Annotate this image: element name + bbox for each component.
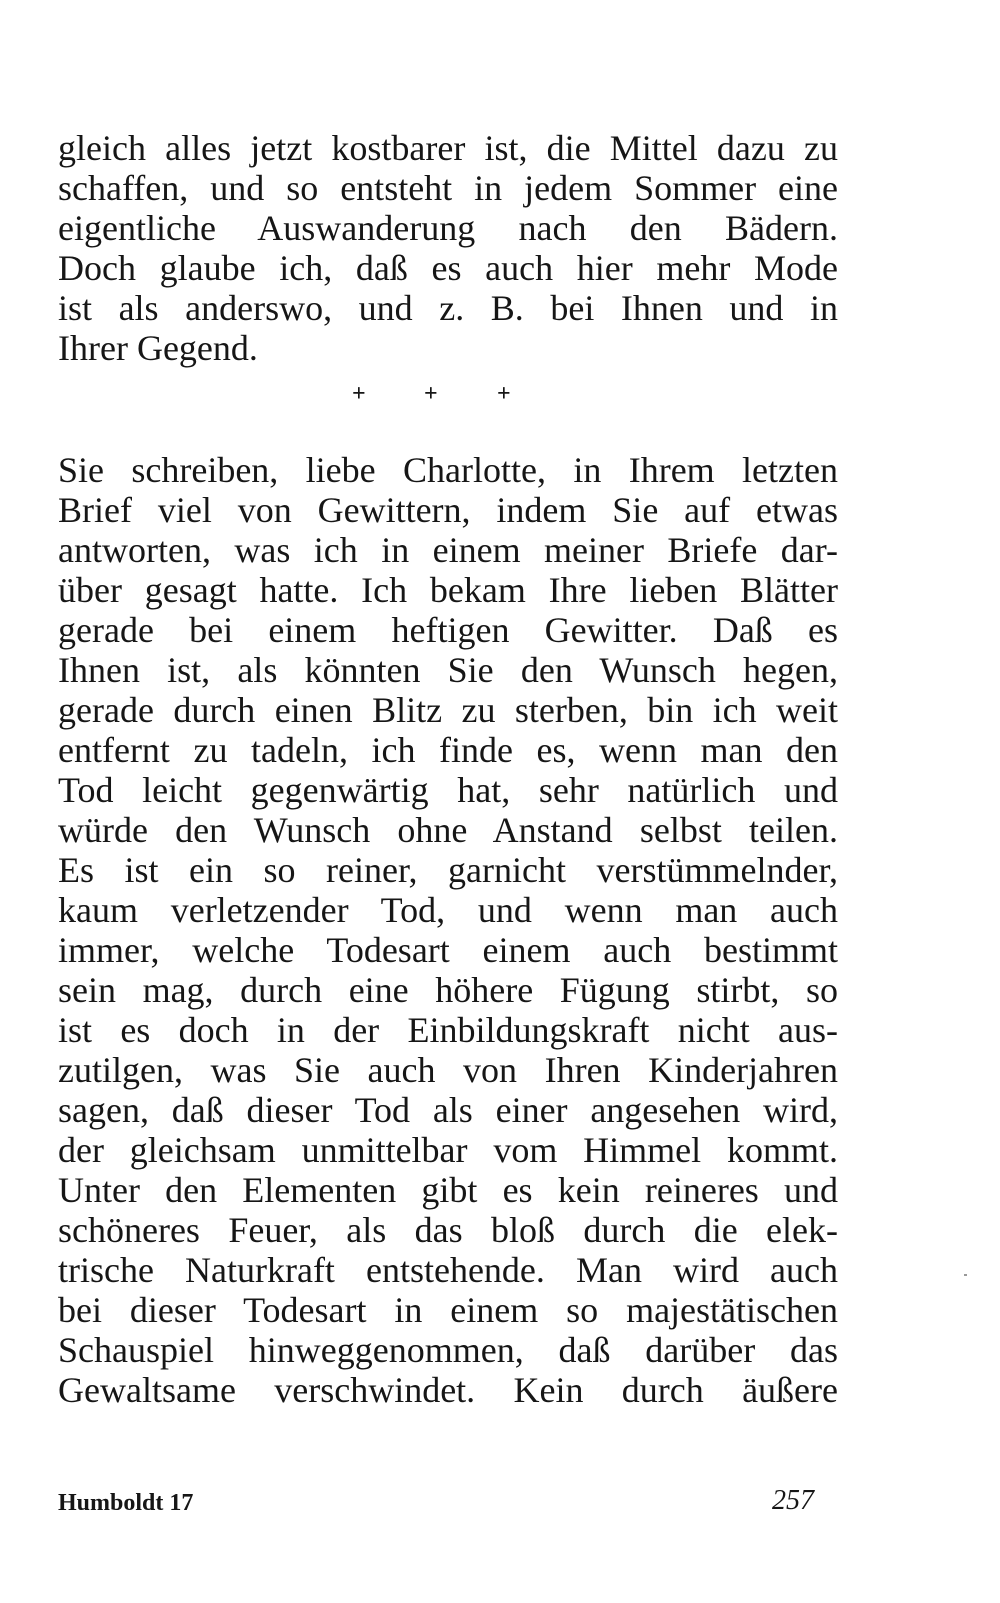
separator-mark: + (424, 381, 438, 407)
scan-speck (964, 1274, 967, 1276)
text-line: antworten, was ich in einem meiner Briefe dar- (58, 530, 838, 570)
text-line: schaffen, und so entsteht in jedem Sommer eine (58, 168, 838, 208)
text-line: Ihnen ist, als könnten Sie den Wunsch hegen, (58, 650, 838, 690)
text-line: Schauspiel hinweggenommen, daß darüber das (58, 1330, 838, 1370)
text-line: immer, welche Todesart einem auch bestimmt (58, 930, 838, 970)
text-line: Brief viel von Gewittern, indem Sie auf etwas (58, 490, 838, 530)
text-line: schöneres Feuer, als das bloß durch die elek- (58, 1210, 838, 1250)
separator-mark: + (497, 381, 511, 407)
text-line: ist als anderswo, und z. B. bei Ihnen und in (58, 288, 838, 328)
letter-paragraph (58, 450, 838, 1410)
separator-mark: + (352, 381, 366, 407)
text-line: sagen, daß dieser Tod als einer angesehen wird, (58, 1090, 838, 1130)
text-line: Doch glaube ich, daß es auch hier mehr Mode (58, 248, 838, 288)
text-line: Sie schreiben, liebe Charlotte, in Ihrem letzten (58, 450, 838, 490)
text-line: Unter den Elementen gibt es kein reineres und (58, 1170, 838, 1210)
text-line: Ihrer Gegend. (58, 328, 258, 368)
text-line: eigentliche Auswanderung nach den Bädern. (58, 208, 838, 248)
text-line: Gewaltsame verschwindet. Kein durch äußere (58, 1370, 838, 1410)
text-line: ist es doch in der Einbildungskraft nicht aus- (58, 1010, 838, 1050)
text-line: trische Naturkraft entstehende. Man wird auch (58, 1250, 838, 1290)
section-separator (0, 376, 1000, 412)
text-line: Tod leicht gegenwärtig hat, sehr natürlich und (58, 770, 838, 810)
text-line: gerade bei einem heftigen Gewitter. Daß es (58, 610, 838, 650)
text-line: kaum verletzender Tod, und wenn man auch (58, 890, 838, 930)
text-line: über gesagt hatte. Ich bekam Ihre lieben Blätter (58, 570, 838, 610)
text-line: sein mag, durch eine höhere Fügung stirbt, so (58, 970, 838, 1010)
text-line: gerade durch einen Blitz zu sterben, bin ich weit (58, 690, 838, 730)
paragraph-continued (58, 128, 838, 368)
page-number: 257 (772, 1485, 814, 1516)
text-line: gleich alles jetzt kostbarer ist, die Mittel dazu zu (58, 128, 838, 168)
printer-signature: Humboldt 17 (58, 1490, 194, 1516)
text-line: Es ist ein so reiner, garnicht verstümmelnder, (58, 850, 838, 890)
text-line: würde den Wunsch ohne Anstand selbst teilen. (58, 810, 838, 850)
text-line: bei dieser Todesart in einem so majestätischen (58, 1290, 838, 1330)
text-line: entfernt zu tadeln, ich finde es, wenn man den (58, 730, 838, 770)
text-line: der gleichsam unmittelbar vom Himmel kommt. (58, 1130, 838, 1170)
text-line: zutilgen, was Sie auch von Ihren Kinderjahren (58, 1050, 838, 1090)
